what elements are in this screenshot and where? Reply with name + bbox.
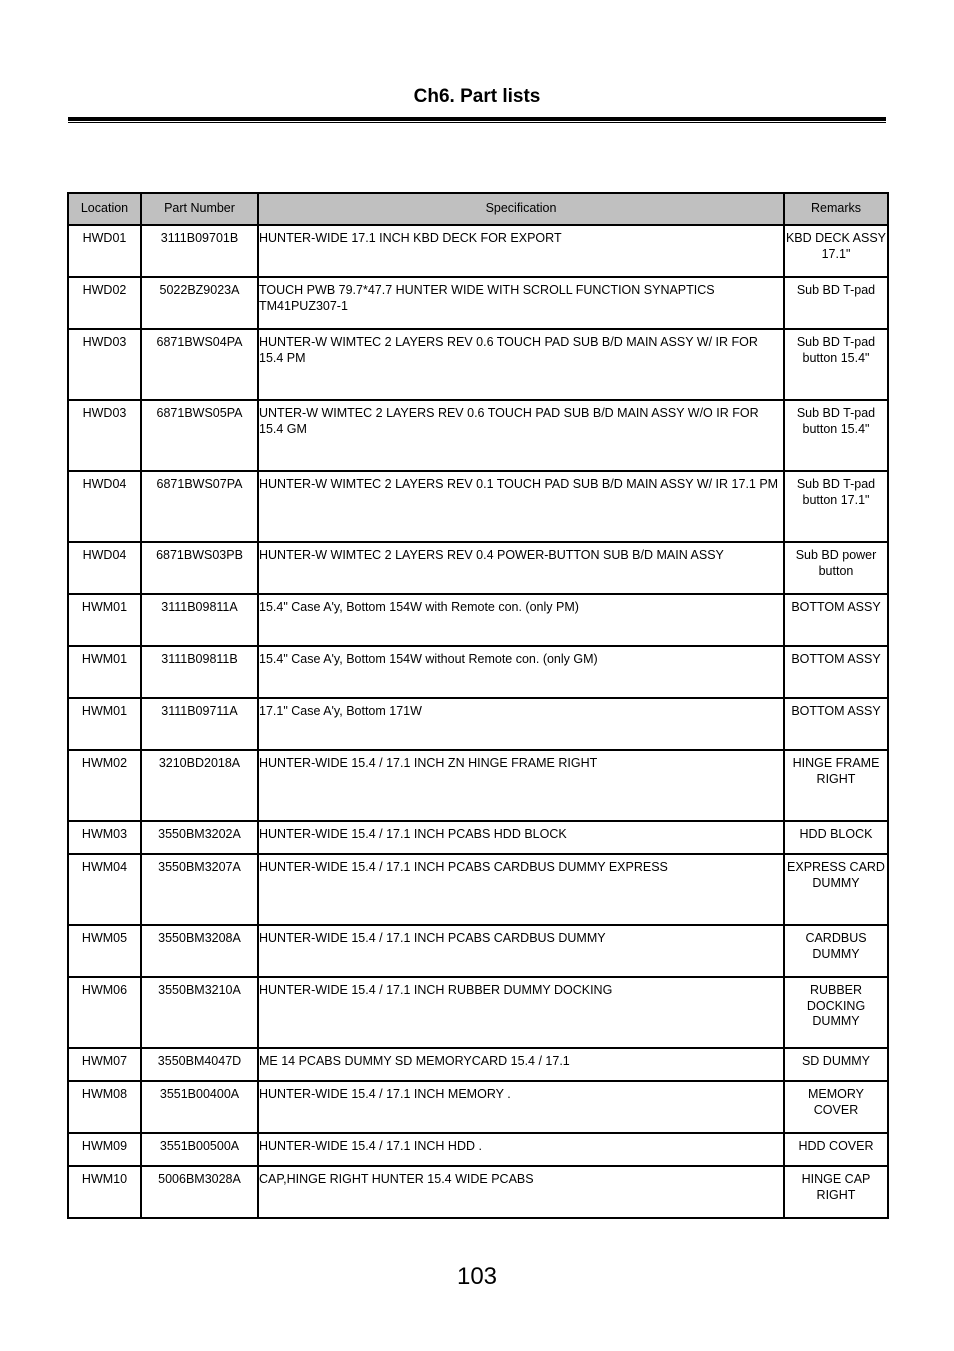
cell-specification: 15.4" Case A'y, Bottom 154W without Remote con. (only GM) — [258, 646, 784, 698]
cell-part-number: 6871BWS03PB — [141, 542, 258, 594]
cell-specification: CAP,HINGE RIGHT HUNTER 15.4 WIDE PCABS — [258, 1166, 784, 1218]
cell-location: HWD02 — [68, 277, 141, 329]
cell-location: HWM07 — [68, 1048, 141, 1081]
cell-part-number: 3551B00500A — [141, 1133, 258, 1166]
cell-location: HWD03 — [68, 400, 141, 471]
part-list-table — [67, 192, 889, 1219]
cell-location: HWD04 — [68, 542, 141, 594]
cell-location: HWM10 — [68, 1166, 141, 1218]
cell-location: HWM06 — [68, 977, 141, 1048]
cell-remarks: MEMORY COVER — [784, 1081, 888, 1133]
cell-remarks: KBD DECK ASSY 17.1" — [784, 225, 888, 277]
table-row — [68, 925, 888, 977]
table-row — [68, 400, 888, 471]
cell-specification: 17.1" Case A'y, Bottom 171W — [258, 698, 784, 750]
cell-location: HWM01 — [68, 698, 141, 750]
table-row — [68, 225, 888, 277]
cell-remarks: HINGE FRAME RIGHT — [784, 750, 888, 821]
table-row — [68, 646, 888, 698]
cell-part-number: 3111B09711A — [141, 698, 258, 750]
cell-location: HWD01 — [68, 225, 141, 277]
cell-remarks: HINGE CAP RIGHT — [784, 1166, 888, 1218]
cell-specification: HUNTER-WIDE 15.4 / 17.1 INCH ZN HINGE FRAME RIGHT — [258, 750, 784, 821]
cell-remarks: Sub BD T-pad — [784, 277, 888, 329]
page-number: 103 — [456, 1263, 498, 1290]
cell-part-number: 6871BWS04PA — [141, 329, 258, 400]
cell-location: HWM03 — [68, 821, 141, 854]
table-header-row — [68, 193, 888, 225]
cell-remarks: Sub BD T-pad button 15.4" — [784, 400, 888, 471]
cell-remarks: BOTTOM ASSY — [784, 594, 888, 646]
cell-remarks: BOTTOM ASSY — [784, 646, 888, 698]
cell-location: HWM05 — [68, 925, 141, 977]
cell-specification: HUNTER-WIDE 15.4 / 17.1 INCH PCABS CARDBUS DUMMY — [258, 925, 784, 977]
table-row — [68, 1081, 888, 1133]
table-body — [68, 225, 888, 1218]
cell-location: HWM01 — [68, 594, 141, 646]
cell-remarks: EXPRESS CARD DUMMY — [784, 854, 888, 925]
cell-remarks: Sub BD power button — [784, 542, 888, 594]
table-row — [68, 1166, 888, 1218]
cell-remarks: Sub BD T-pad button 17.1" — [784, 471, 888, 542]
cell-specification: 15.4" Case A'y, Bottom 154W with Remote con. (only PM) — [258, 594, 784, 646]
column-header-part-number: Part Number — [141, 193, 258, 225]
column-header-location: Location — [68, 193, 141, 225]
cell-location: HWM01 — [68, 646, 141, 698]
cell-part-number: 3210BD2018A — [141, 750, 258, 821]
table-row — [68, 471, 888, 542]
cell-specification: HUNTER-WIDE 15.4 / 17.1 INCH PCABS HDD BLOCK — [258, 821, 784, 854]
cell-part-number: 3550BM3207A — [141, 854, 258, 925]
cell-part-number: 3111B09701B — [141, 225, 258, 277]
cell-remarks: HDD COVER — [784, 1133, 888, 1166]
cell-part-number: 3550BM3210A — [141, 977, 258, 1048]
cell-location: HWM02 — [68, 750, 141, 821]
cell-specification: HUNTER-WIDE 15.4 / 17.1 INCH RUBBER DUMMY DOCKING — [258, 977, 784, 1048]
cell-part-number: 3111B09811A — [141, 594, 258, 646]
cell-specification: HUNTER-WIDE 15.4 / 17.1 INCH PCABS CARDBUS DUMMY EXPRESS — [258, 854, 784, 925]
cell-remarks: SD DUMMY — [784, 1048, 888, 1081]
table-row — [68, 821, 888, 854]
table-row — [68, 542, 888, 594]
header-rule-thick — [68, 117, 886, 121]
cell-specification: HUNTER-W WIMTEC 2 LAYERS REV 0.1 TOUCH PAD SUB B/D MAIN ASSY W/ IR 17.1 PM — [258, 471, 784, 542]
cell-remarks: HDD BLOCK — [784, 821, 888, 854]
cell-part-number: 5006BM3028A — [141, 1166, 258, 1218]
cell-part-number: 6871BWS07PA — [141, 471, 258, 542]
cell-remarks: BOTTOM ASSY — [784, 698, 888, 750]
header-rule-thin — [68, 122, 886, 123]
table-row — [68, 1133, 888, 1166]
cell-specification: HUNTER-W WIMTEC 2 LAYERS REV 0.4 POWER-BUTTON SUB B/D MAIN ASSY — [258, 542, 784, 594]
cell-specification: HUNTER-WIDE 17.1 INCH KBD DECK FOR EXPORT — [258, 225, 784, 277]
cell-location: HWD04 — [68, 471, 141, 542]
table-row — [68, 854, 888, 925]
cell-part-number: 3550BM3208A — [141, 925, 258, 977]
table-row — [68, 329, 888, 400]
cell-remarks: Sub BD T-pad button 15.4" — [784, 329, 888, 400]
cell-location: HWM08 — [68, 1081, 141, 1133]
cell-location: HWM09 — [68, 1133, 141, 1166]
cell-specification: ME 14 PCABS DUMMY SD MEMORYCARD 15.4 / 17.1 — [258, 1048, 784, 1081]
cell-specification: UNTER-W WIMTEC 2 LAYERS REV 0.6 TOUCH PAD SUB B/D MAIN ASSY W/O IR FOR 15.4 GM — [258, 400, 784, 471]
cell-remarks: RUBBER DOCKING DUMMY — [784, 977, 888, 1048]
cell-location: HWM04 — [68, 854, 141, 925]
page-title: Ch6. Part lists — [413, 86, 541, 107]
cell-part-number: 3550BM4047D — [141, 1048, 258, 1081]
table-row — [68, 977, 888, 1048]
cell-part-number: 3550BM3202A — [141, 821, 258, 854]
table-row — [68, 277, 888, 329]
column-header-specification: Specification — [258, 193, 784, 225]
cell-part-number: 6871BWS05PA — [141, 400, 258, 471]
cell-specification: TOUCH PWB 79.7*47.7 HUNTER WIDE WITH SCROLL FUNCTION SYNAPTICS TM41PUZ307-1 — [258, 277, 784, 329]
cell-specification: HUNTER-WIDE 15.4 / 17.1 INCH MEMORY . — [258, 1081, 784, 1133]
column-header-remarks: Remarks — [784, 193, 888, 225]
table-row — [68, 594, 888, 646]
table-row — [68, 1048, 888, 1081]
cell-specification: HUNTER-WIDE 15.4 / 17.1 INCH HDD . — [258, 1133, 784, 1166]
cell-location: HWD03 — [68, 329, 141, 400]
cell-remarks: CARDBUS DUMMY — [784, 925, 888, 977]
cell-specification: HUNTER-W WIMTEC 2 LAYERS REV 0.6 TOUCH PAD SUB B/D MAIN ASSY W/ IR FOR 15.4 PM — [258, 329, 784, 400]
cell-part-number: 3551B00400A — [141, 1081, 258, 1133]
table-row — [68, 750, 888, 821]
cell-part-number: 3111B09811B — [141, 646, 258, 698]
cell-part-number: 5022BZ9023A — [141, 277, 258, 329]
table-row — [68, 698, 888, 750]
